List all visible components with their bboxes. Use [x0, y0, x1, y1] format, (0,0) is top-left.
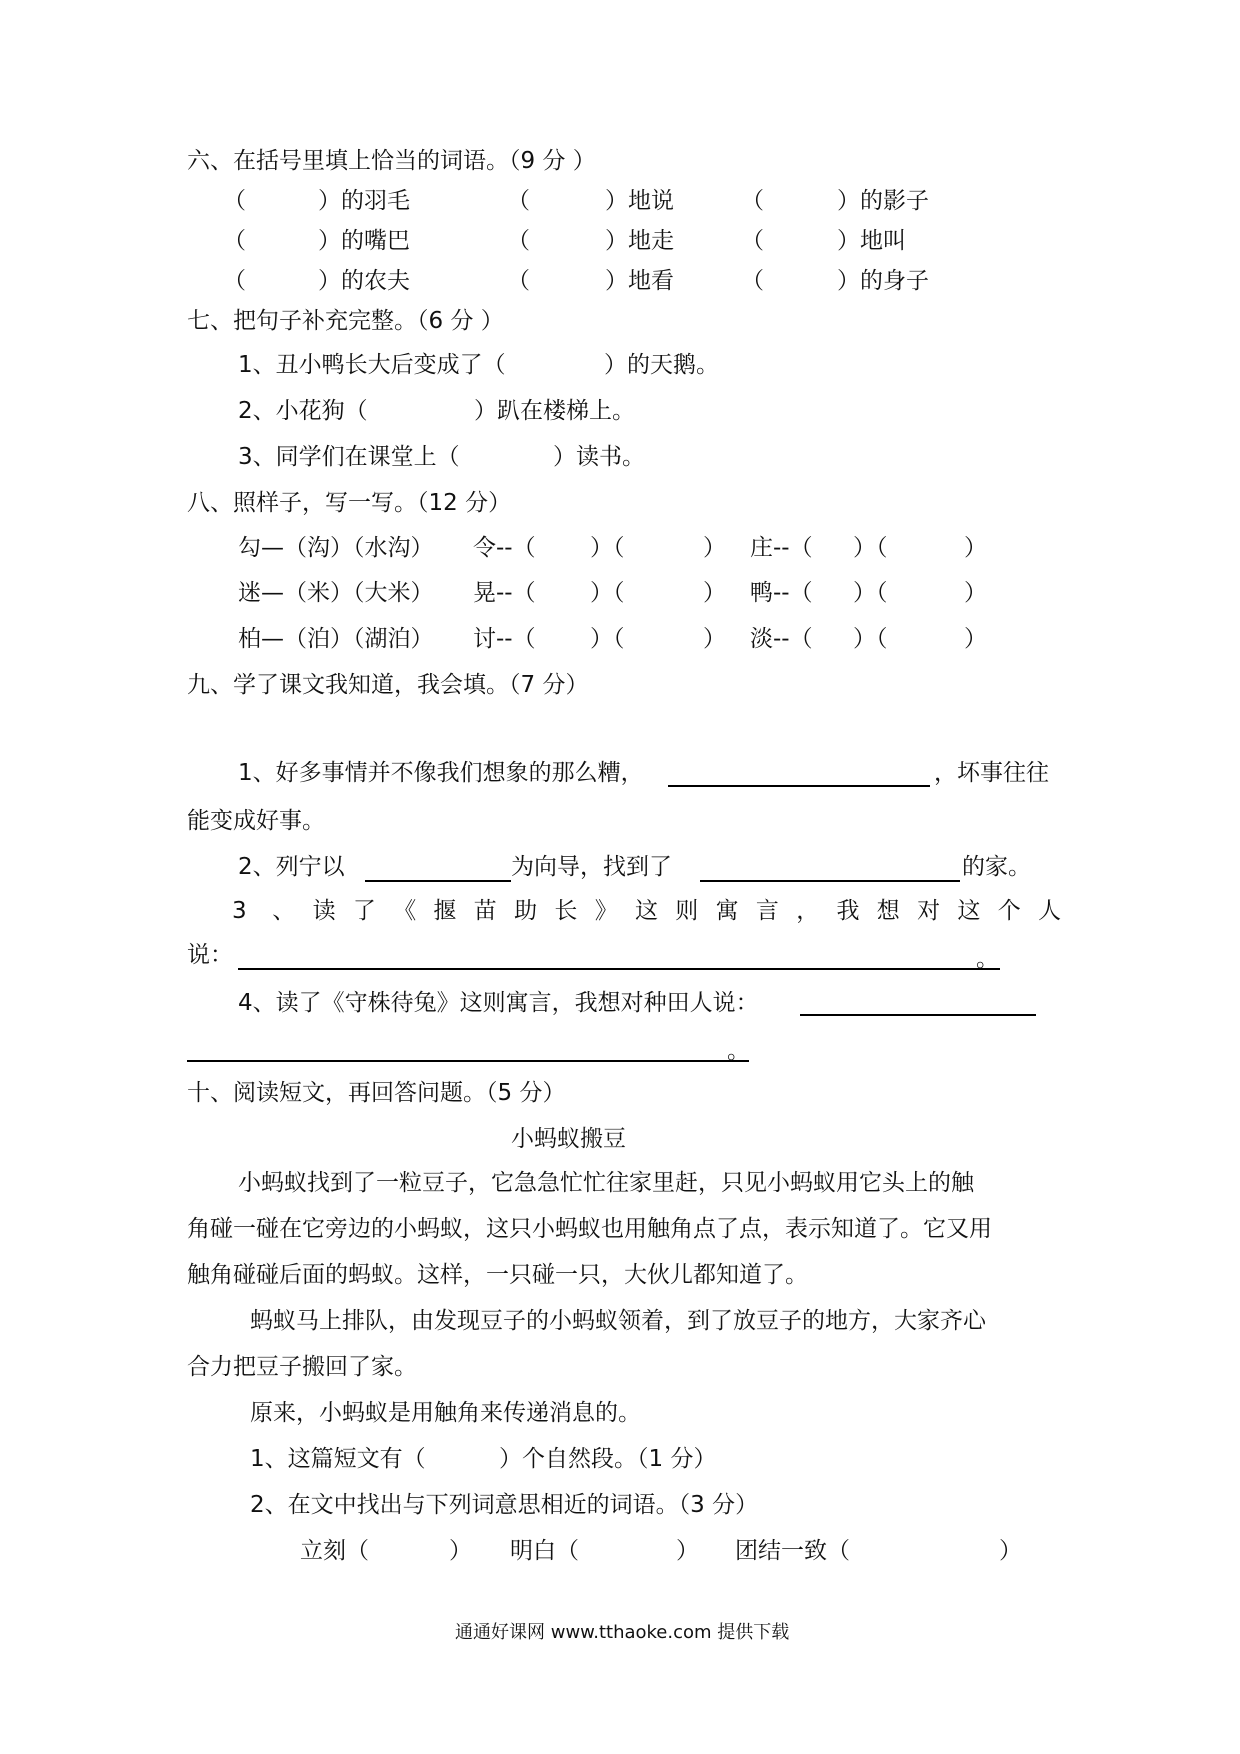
section8-r1-d: 庄--（: [750, 535, 813, 561]
section8-r2-f: ）: [964, 580, 987, 606]
section9-q3-char: 揠: [433, 898, 457, 924]
section6-r2-open1: （: [223, 228, 246, 254]
section7-item2-a: 2、小花狗（: [238, 398, 368, 424]
section9-q2-b: 为向导，找到了: [511, 854, 672, 880]
section6-r2-open3: （: [741, 228, 764, 254]
section8-r1-example: 勾—（沟）（水沟）: [238, 535, 434, 561]
section6-r3-open2: （: [507, 268, 530, 294]
section9-q3-char: 我: [836, 898, 860, 924]
section10-q2-word1-a: 立刻（: [300, 1538, 369, 1564]
section10-q2-word2-b: ）: [676, 1538, 699, 1564]
section9-q2-blank1: [365, 880, 511, 882]
section7-item2-b: ）趴在楼梯上。: [474, 398, 635, 424]
section8-r3-example: 柏—（泊）（湖泊）: [238, 626, 434, 652]
section8-r1-b: ）（: [590, 535, 625, 561]
passage-p2-line2: 合力把豆子搬回了家。: [187, 1354, 417, 1380]
passage-p1-line3: 触角碰碰后面的蚂蚁。这样，一只碰一只，大伙儿都知道了。: [187, 1262, 808, 1288]
section9-q1-text: 1、好多事情并不像我们想象的那么糟，: [238, 760, 644, 786]
section6-r1-word1: ）的羽毛: [318, 188, 410, 214]
section8-r1-a: 令--（: [473, 535, 536, 561]
section6-r3-word2: ）地看: [605, 268, 674, 294]
section8-r3-f: ）: [964, 626, 987, 652]
section9-heading: 九、学了课文我知道，我会填。（7 分）: [187, 672, 589, 698]
section9-q3-char: 对: [917, 898, 941, 924]
section6-r3-word1: ）的农夫: [318, 268, 410, 294]
section9-q3-char: 长: [554, 898, 578, 924]
section6-r3-open3: （: [741, 268, 764, 294]
section9-q3-char: 3: [232, 898, 247, 924]
section9-q2-blank2: [700, 880, 960, 882]
section9-q2-a: 2、列宁以: [238, 854, 345, 880]
section8-r3-e: ）（: [853, 626, 888, 652]
section9-q3-char: 苗: [473, 898, 497, 924]
section6-r1-word3: ）的影子: [837, 188, 929, 214]
section8-r2-example: 迷—（米）（大米）: [238, 580, 434, 606]
section9-q3-end: 。: [976, 946, 999, 972]
section9-q4-blank1: [800, 1014, 1036, 1016]
section9-q3-char: 了: [352, 898, 376, 924]
section8-r1-e: ）（: [853, 535, 888, 561]
section10-q1-b: ）个自然段。（1 分）: [499, 1446, 717, 1472]
section9-q3-char: 人: [1038, 898, 1061, 924]
section9-q3-char: 想: [876, 898, 900, 924]
section9-q3-char: 个: [997, 898, 1021, 924]
section9-q3-char: 言: [755, 898, 779, 924]
section10-q1-a: 1、这篇短文有（: [250, 1446, 426, 1472]
passage-p3: 原来，小蚂蚁是用触角来传递消息的。: [250, 1400, 641, 1426]
section9-q3-char: ，: [796, 898, 820, 924]
section6-r3-word3: ）的身子: [837, 268, 929, 294]
footer-source: 通通好课网 www.tthaoke.com 提供下载: [455, 1622, 790, 1643]
passage-p2-line1: 蚂蚁马上排队，由发现豆子的小蚂蚁领着，到了放豆子的地方，大家齐心: [250, 1308, 986, 1334]
section9-q3-b: 说：: [187, 942, 233, 968]
passage-p1-line1: 小蚂蚁找到了一粒豆子，它急急忙忙往家里赶，只见小蚂蚁用它头上的触: [238, 1170, 974, 1196]
section9-q3-char: 这: [957, 898, 981, 924]
section8-r3-d: 淡--（: [750, 626, 813, 652]
section9-q1-cont: ，坏事往往: [934, 760, 1049, 786]
section6-r1-open1: （: [223, 188, 246, 214]
section6-r2-word2: ）地走: [605, 228, 674, 254]
section10-heading: 十、阅读短文，再回答问题。（5 分）: [187, 1080, 566, 1106]
section8-r1-f: ）: [964, 535, 987, 561]
section8-r3-c: ）: [703, 626, 726, 652]
section8-r2-e: ）（: [853, 580, 888, 606]
section9-q3-blank: [238, 968, 1000, 970]
section9-q4-end: 。: [727, 1038, 750, 1064]
section10-q2-word1-b: ）: [449, 1538, 472, 1564]
section6-r2-word3: ）地叫: [837, 228, 906, 254]
section9-q3-char: 《: [393, 898, 417, 924]
section8-r3-b: ）（: [590, 626, 625, 652]
section8-r2-c: ）: [703, 580, 726, 606]
section9-q3-char: 这: [635, 898, 658, 924]
section9-q1-blank: [668, 785, 930, 787]
section8-r2-d: 鸭--（: [750, 580, 813, 606]
section8-r1-c: ）: [703, 535, 726, 561]
section7-item3-a: 3、同学们在课堂上（: [238, 444, 460, 470]
section9-q4-a: 4、读了《守株待兔》这则寓言，我想对种田人说：: [238, 990, 759, 1016]
section9-q3-char: 》: [594, 898, 618, 924]
section6-r2-open2: （: [507, 228, 530, 254]
section10-q2-word2-a: 明白（: [510, 1538, 579, 1564]
section8-r2-a: 晃--（: [473, 580, 536, 606]
section7-item1-b: ）的天鹅。: [604, 352, 719, 378]
section9-q3-char: 读: [312, 898, 336, 924]
section8-r2-b: ）（: [590, 580, 625, 606]
section7-heading: 七、把句子补充完整。（6 分 ）: [187, 308, 504, 334]
section10-q2: 2、在文中找出与下列词意思相近的词语。（3 分）: [250, 1492, 759, 1518]
section7-item1-a: 1、丑小鸭长大后变成了（: [238, 352, 506, 378]
section6-r2-word1: ）的嘴巴: [318, 228, 410, 254]
section9-q1-end: 能变成好事。: [187, 808, 325, 834]
passage-title: 小蚂蚁搬豆: [511, 1126, 626, 1152]
section9-q3-char: 助: [514, 898, 538, 924]
section9-q2-c: 的家。: [962, 854, 1031, 880]
section6-r3-open1: （: [223, 268, 246, 294]
section10-q2-word3-a: 团结一致（: [735, 1538, 850, 1564]
section6-r1-word2: ）地说: [605, 188, 674, 214]
passage-p1-line2: 角碰一碰在它旁边的小蚂蚁，这只小蚂蚁也用触角点了点，表示知道了。它又用: [187, 1216, 992, 1242]
section9-q4-blank2: [187, 1060, 749, 1062]
section6-heading: 六、在括号里填上恰当的词语。（9 分 ）: [187, 148, 596, 174]
section9-q3-char: 寓: [715, 898, 739, 924]
section6-r1-open3: （: [741, 188, 764, 214]
section7-item3-b: ）读书。: [553, 444, 645, 470]
section6-r1-open2: （: [507, 188, 530, 214]
section10-q2-word3-b: ）: [999, 1538, 1022, 1564]
section9-q3-char: 、: [272, 898, 296, 924]
section8-heading: 八、照样子，写一写。（12 分）: [187, 490, 512, 516]
section8-r3-a: 讨--（: [473, 626, 536, 652]
section9-q3-char: 则: [675, 898, 699, 924]
